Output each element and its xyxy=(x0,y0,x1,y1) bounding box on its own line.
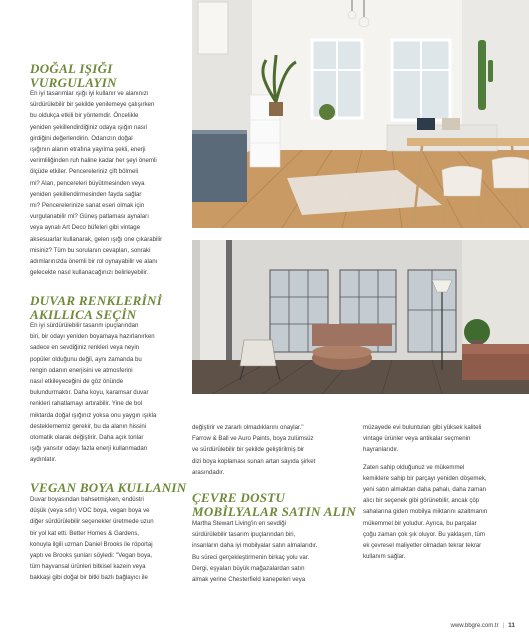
text-line: rengin odanın enerjisini ve atmosferini xyxy=(30,366,133,374)
section-title-line: AKILLICA SEÇİN xyxy=(30,307,137,322)
text-line: renkleri rahatlamayı artırabilir. Yine de bol xyxy=(30,400,143,408)
text-line: bu oldukça etkili bir yöntemdir. Öncelikle xyxy=(30,112,139,120)
text-line: ölçüde etkiler. Pencereleriniz çift bölmeli xyxy=(30,168,139,176)
text-line: desteklememiz gerekir, bu da alanın hissini xyxy=(30,422,147,430)
text-line: dizi boya koplaması sunan artan sayıda şirket xyxy=(192,457,316,465)
loft-room-photo xyxy=(192,240,529,394)
section-title-daylight xyxy=(30,62,117,90)
text-line: düşük (veya sıfır) VOC boya, vegan boya ve xyxy=(30,507,150,515)
page-number: 11 xyxy=(508,622,515,629)
text-line: kullanım sağlar. xyxy=(363,553,406,561)
text-line: Dergi, eşyaları büyük mağazalardan satın xyxy=(192,564,305,572)
text-line: girdiğini değerlendirin. Odanızın doğal xyxy=(30,134,133,142)
text-line: Zaten sahip olduğunuz ve mükemmel xyxy=(363,463,465,471)
text-line: Martha Stewart Living'in en sevdiği xyxy=(192,520,286,527)
text-line: En iyi tasarımlar ışığı iyi kullanır ve alanınızı xyxy=(30,90,149,97)
text-line: En iyi sürdürülebilir tasarım ipuçlarından xyxy=(30,322,139,329)
vegan-paint-body xyxy=(30,494,190,584)
text-line: misiniz? Tüm bu sorulanın cevapları, sonraki xyxy=(30,246,151,254)
text-line: mı? Pencerelerinize sanat eseri olmak için xyxy=(30,202,145,210)
footer-separator: | xyxy=(502,623,505,629)
text-line: biri, bir odayı yeniden boyamaya hazırlanırken xyxy=(30,333,155,341)
text-line: almak yerine Chesterfield kanepeleri veya xyxy=(192,576,306,584)
text-line: konuyla ilgili uzman Daniel Brooks ile röportaj xyxy=(30,540,153,548)
text-line: gelecekte nasıl kullanacağınızı belirleyebilir. xyxy=(30,269,149,277)
text-line: yeniden şekillendirmesinden fayda sağlar xyxy=(30,190,142,198)
middle-continuation-body xyxy=(192,422,357,478)
text-line: sürdürülebilir tasarım ipuçlarından biri, xyxy=(192,531,296,539)
section-title-wall-colors xyxy=(30,294,162,322)
text-line: sahalarına giden mobilya miktarını azaltmanın xyxy=(363,508,488,516)
section-title-line: MOBİLYALAR SATIN ALIN xyxy=(192,504,357,519)
text-line: bakkaşi gibi doğal bir bitki bazlı bağlayıcı ile xyxy=(30,574,148,582)
section-title-line: DOĞAL IŞIĞI xyxy=(30,61,113,76)
right-column-body xyxy=(363,422,523,562)
text-line: bulundurmaktır. Daha koyu, karamsar duvar xyxy=(30,389,149,397)
section-title-line: VEGAN BOYA KULLANIN xyxy=(30,480,187,495)
text-line: verimliliğinden ruh haline kadar her şeyi önemli xyxy=(30,157,157,165)
text-line: yeniden şekillendirdiğiniz odaya ışığın nasıl xyxy=(30,123,147,131)
section-title-eco-furniture xyxy=(192,491,356,519)
text-line: kemiklere sahip bir parçayı yeniden döşemek, xyxy=(363,474,487,482)
footer-url[interactable]: www.bbgre.com.tr xyxy=(450,623,499,629)
page-footer xyxy=(451,622,515,629)
text-line: otomatik olarak değiştirir. Daha açık tonlar xyxy=(30,434,144,442)
text-line: tüm hayvansal ürünleri bitkisel kazein veya xyxy=(30,563,146,571)
section-title-vegan-paint xyxy=(30,481,186,495)
text-line: veya aynalı Art Deco büfeleri gibi vintage xyxy=(30,224,141,232)
daylight-body xyxy=(30,88,190,278)
text-line: çoğu zaman çok şık oluyor. Bu yaklaşım, tüm xyxy=(363,530,485,538)
text-line: vurgulanabilir mi? Güneş patlaması aynaları xyxy=(30,213,149,221)
section-title-line: ÇEVRE DOSTU xyxy=(192,490,286,505)
text-line: ışığının alanın etrafına yayılma şekli, enerji xyxy=(30,146,146,154)
text-line: nasıl etkileyeceğini de göz önünde xyxy=(30,378,124,386)
text-line: arasındadır. xyxy=(192,468,225,476)
text-line: aydınlatır. xyxy=(30,456,57,464)
text-line: mi? Alan, pencereleri büyütmesinden veya xyxy=(30,179,145,187)
text-line: mükemmel bir yoludur. Ayrıca, bu parçalar xyxy=(363,519,477,527)
eco-furniture-body xyxy=(192,518,357,585)
text-line: değiştirir ve zararlı olmadıklarını onaylar." xyxy=(192,424,304,431)
text-line: vintage ürünler veya antikalar seçmenin xyxy=(363,435,471,443)
text-line: yeni satın almaktan daha pahalı, daha zaman xyxy=(363,486,486,494)
text-line: aksesuarlar kullanarak, gelen ışığı one çıkarabilir xyxy=(30,235,163,243)
text-line: ve sürdürülebilir bir şekilde geliştirilmiş bir xyxy=(192,446,305,454)
text-line: miktarda doğal ışığınız yoksa onu yaygın ışıkla xyxy=(30,411,157,419)
text-line: müzayede evi buluntuları gibi yüksek kaliteli xyxy=(363,424,482,431)
section-title-line: DUVAR RENKLERİNİ xyxy=(30,293,163,308)
section-title-line: VURGULAYIN xyxy=(30,75,117,90)
text-line: ışığı yansıtır odayı fazla enerji kullanmadan xyxy=(30,445,148,453)
text-line: Farrow & Ball ve Auro Paints, boya zulümsüz xyxy=(192,435,314,443)
text-line: alıcı bir seçenek gibi görünebilir, ancak çöp xyxy=(363,497,480,505)
text-line: hayranlarıdır. xyxy=(363,446,399,454)
text-line: diğer sürdürülebilir seçenekler üretmede uzun xyxy=(30,518,154,526)
text-line: yaptı ve Brooks şunları söyledi: "Vegan boya, xyxy=(30,552,153,560)
text-line: Duvar boyasından bahsetmişken, endüstri xyxy=(30,496,144,503)
text-line: popüler olduğunu değil, aynı zamanda bu xyxy=(30,355,142,363)
text-line: sadece en sevdiğiniz renkleri veya neyin xyxy=(30,344,140,352)
text-line: adımlarınızda önemli bir rol oynayabilir ve alanı xyxy=(30,258,158,266)
text-line: sürdürülebilir bir şekilde yenilemeye çalışırken xyxy=(30,101,155,109)
wall-colors-body xyxy=(30,320,190,466)
text-line: insanların daha iyi mobilyalar satın almalarıdır. xyxy=(192,542,318,550)
text-line: Bu süreci gerçekleştirmenin birkaç yolu var. xyxy=(192,553,310,561)
living-room-photo xyxy=(192,0,529,228)
text-line: bir yol kat etti. Better Homes & Gardens, xyxy=(30,529,140,537)
text-line: ek çevresel maliyetler olmadan tekrar tekrar xyxy=(363,542,482,550)
